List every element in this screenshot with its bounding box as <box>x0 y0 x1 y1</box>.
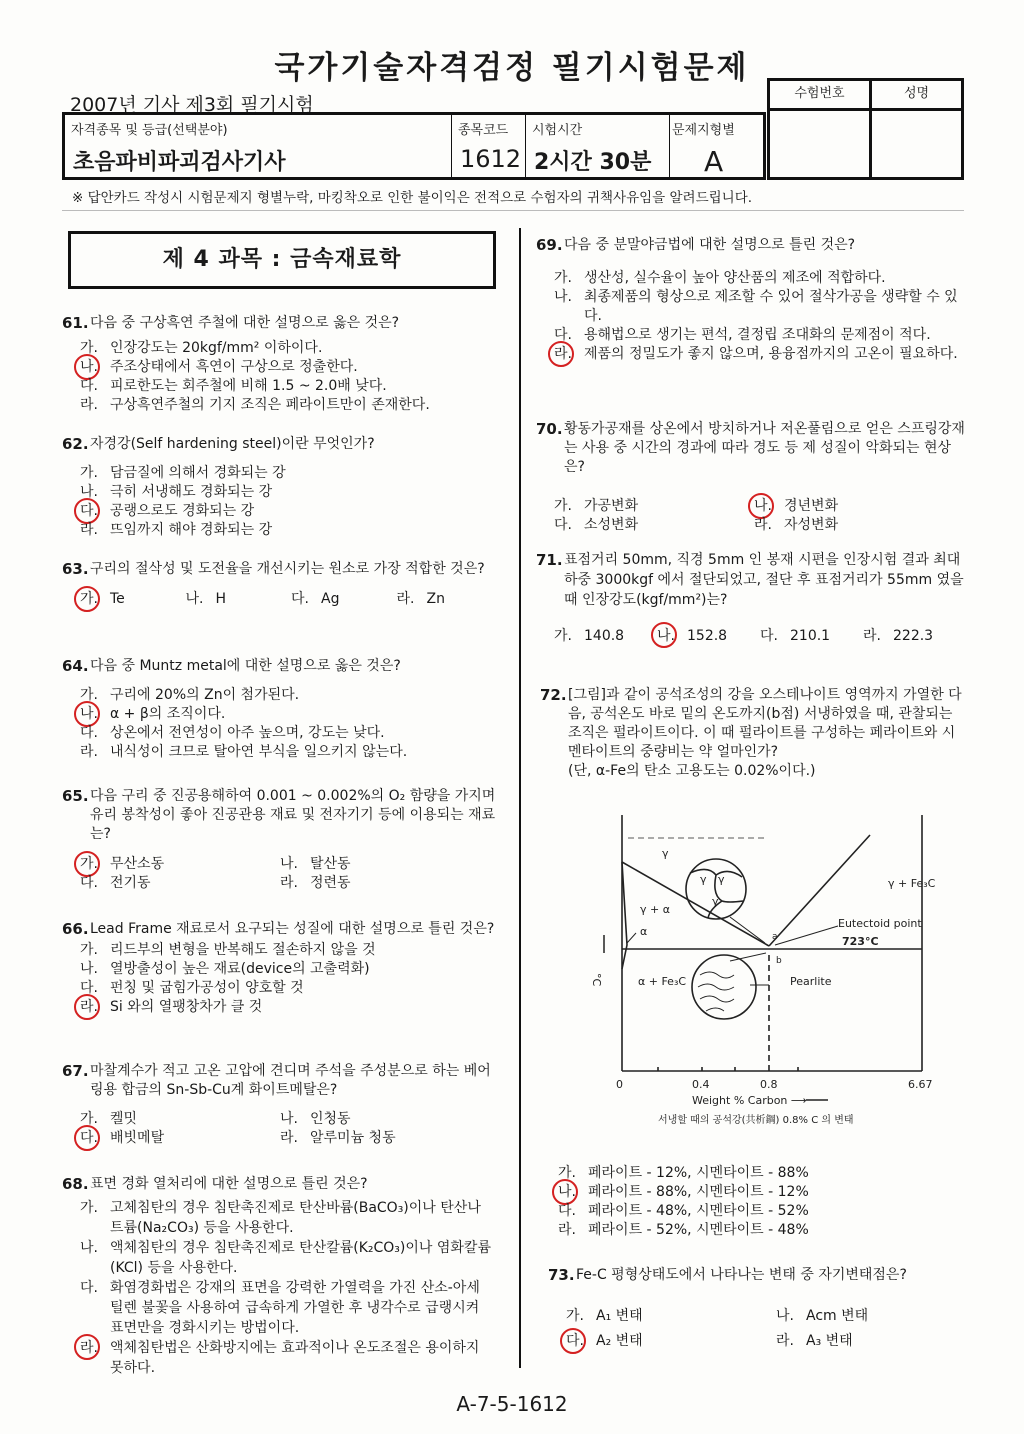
region-alpha: α <box>640 925 648 938</box>
option-ra[interactable] <box>554 345 966 364</box>
name-column <box>872 81 961 177</box>
option-mark: 다. <box>80 378 98 394</box>
option-mark: 다. <box>80 725 98 741</box>
question-text: Fe-C 평형상태도에서 나타나는 변태 중 자기변태점은? <box>576 1267 907 1283</box>
option-mark: 라. <box>80 522 98 538</box>
region-alpha-fe3c: α + Fe₃C <box>638 975 687 988</box>
option-na[interactable] <box>80 358 502 377</box>
option-text: 화염경화법은 강재의 표면을 강력한 가열력을 가진 산소-아세틸렌 불꽃을 사용하여 급속하게 가열한 후 냉각수로 급랭시켜 표면만을 경화시키는 방법이다. <box>110 1280 480 1336</box>
answer-circle-icon: 다. <box>80 1130 98 1146</box>
option-mark: 라. <box>754 517 772 533</box>
option-text: 뜨임까지 해야 경화되는 강 <box>110 522 273 538</box>
option-text: 구상흑연주철의 기지 조직은 페라이트만이 존재한다. <box>110 397 430 413</box>
option-ra[interactable] <box>397 590 503 609</box>
question-64 <box>62 657 502 762</box>
option-text: 자성변화 <box>784 517 839 533</box>
question-72-options <box>540 1164 966 1240</box>
field-label: 문제지형별 <box>672 123 735 138</box>
option-text: 인청동 <box>310 1111 351 1127</box>
option-ga[interactable] <box>554 497 754 516</box>
answer-circle-icon: 다. <box>80 503 98 519</box>
question-number: 64. <box>62 657 89 675</box>
option-text: 구리에 20%의 Zn이 첨가된다. <box>110 687 300 703</box>
option-ga[interactable] <box>558 1164 966 1183</box>
x-tick: 6.67 <box>908 1078 933 1091</box>
option-text: 무산소동 <box>110 856 165 872</box>
field-value: 초음파비파괴검사기사 <box>73 150 286 175</box>
field-code <box>451 115 525 177</box>
question-66 <box>62 920 502 1017</box>
point-b-label: b <box>776 956 782 966</box>
option-ga[interactable] <box>80 464 502 483</box>
question-63 <box>62 560 502 609</box>
option-ga[interactable] <box>566 1307 776 1326</box>
option-mark: 가. <box>554 628 572 644</box>
option-da[interactable] <box>80 979 502 998</box>
field-form-type <box>669 115 766 177</box>
option-text: 제품의 정밀도가 좋지 않으며, 용융점까지의 고온이 필요하다. <box>584 346 958 362</box>
option-text: 210.1 <box>790 628 831 644</box>
question-text: 표면 경화 열처리에 대한 설명으로 틀린 것은? <box>90 1176 368 1192</box>
option-na[interactable] <box>754 497 954 516</box>
question-number: 70. <box>536 420 563 438</box>
question-69 <box>536 236 966 364</box>
exam-number-label: 수험번호 <box>770 81 869 111</box>
eutectoid-label: Eutectoid point <box>838 917 922 930</box>
question-text: 표점거리 50mm, 직경 5mm 인 봉재 시편을 인장시험 결과 최대하중 3000kgf 에서 절단되었고, 절단 후 표점거리가 55mm 였을 때 인장강도(kgf/mm²)는? <box>564 552 964 608</box>
name-label: 성명 <box>872 81 961 111</box>
answer-circle-icon: 나. <box>80 706 98 722</box>
question-62 <box>62 435 502 540</box>
option-mark: 나. <box>185 591 204 607</box>
option-mark: 라. <box>776 1333 794 1349</box>
question-text: [그림]과 같이 공석조성의 강을 오스테나이트 영역까지 가열한 다음, 공석온도 바로 밑의 온도까지(b점) 서냉하였을 때, 관찰되는 조직은 펄라이트이다. 이 때 펄라이트를 구성하는 페라이트와 시멘타이트의 중량비는 약 얼마인가? <box>568 687 962 760</box>
question-65 <box>62 787 502 893</box>
option-ra[interactable] <box>776 1332 976 1351</box>
option-da[interactable] <box>80 1129 280 1148</box>
field-label: 자격종목 및 등급(선택분야) <box>71 123 228 138</box>
option-text: 열방출성이 높은 재료(device의 고출력화) <box>110 961 370 977</box>
question-text: 황동가공재를 상온에서 방치하거나 저온풀림으로 얻은 스프링강재는 사용 중 시간의 경과에 따라 경도 등 제 성질이 악화되는 현상은? <box>564 421 965 475</box>
option-mark: 라. <box>280 875 298 891</box>
subject-heading: 제 4 과목 : 금속재료학 <box>68 231 496 289</box>
option-da[interactable] <box>554 516 754 535</box>
option-ra[interactable] <box>80 521 502 540</box>
option-text: 배빗메탈 <box>110 1130 165 1146</box>
answer-circle-icon: 가. <box>80 856 98 872</box>
option-da[interactable] <box>554 326 966 345</box>
option-da[interactable] <box>566 1332 776 1351</box>
page-code: A-7-5-1612 <box>456 1392 568 1416</box>
question-text: 다음 중 분말야금법에 대한 설명으로 틀린 것은? <box>564 237 856 253</box>
option-text: 펀칭 및 굽힘가공성이 양호할 것 <box>110 980 304 996</box>
question-text: 다음 구리 중 진공용해하여 0.001 ~ 0.002%의 O₂ 함량을 가지며 유리 봉착성이 좋아 진공관용 재료 및 전자기기 등에 이용되는 재료는? <box>90 788 496 842</box>
exam-session: 2007년 기사 제3회 필기시험 <box>70 94 314 116</box>
option-text: 최종제품의 형상으로 제조할 수 있어 절삭가공을 생략할 수 있다. <box>584 289 958 324</box>
option-mark: 라. <box>396 591 415 607</box>
question-73 <box>548 1266 968 1351</box>
option-text: 소성변화 <box>584 517 639 533</box>
question-text: Lead Frame 재료로서 요구되는 성질에 대한 설명으로 틀린 것은? <box>90 921 495 937</box>
option-text: 알루미늄 청동 <box>310 1130 396 1146</box>
option-mark: 가. <box>80 340 98 356</box>
option-mark: 라. <box>80 744 98 760</box>
column-divider <box>519 228 521 1368</box>
document-title: 국가기술자격검정 필기시험문제 <box>274 50 750 86</box>
option-ga[interactable] <box>80 855 280 874</box>
answer-circle-icon: 가. <box>80 591 98 607</box>
option-na[interactable] <box>80 1238 492 1278</box>
option-text: Si 와의 열팽창차가 클 것 <box>110 999 263 1015</box>
option-text: 켈밋 <box>110 1111 138 1127</box>
option-da[interactable] <box>558 1202 966 1221</box>
question-number: 68. <box>62 1175 89 1193</box>
option-text: 인장강도는 20kgf/mm² 이하이다. <box>110 340 323 356</box>
grain-label: γ <box>700 873 707 886</box>
question-text: 다음 중 구상흑연 주철에 대한 설명으로 옳은 것은? <box>90 315 400 331</box>
exam-number-field[interactable] <box>774 111 865 173</box>
question-number: 66. <box>62 920 89 938</box>
option-ra[interactable] <box>754 516 954 535</box>
grain-label: γ <box>718 873 725 886</box>
option-text: Ag <box>321 591 340 607</box>
option-ga[interactable] <box>80 1198 492 1238</box>
option-text: A₂ 변태 <box>596 1333 643 1349</box>
option-text: 담금질에 의해서 경화되는 강 <box>110 465 286 481</box>
option-mark: 가. <box>80 687 98 703</box>
exam-info-table <box>62 112 766 180</box>
x-tick: 0.4 <box>692 1078 710 1091</box>
option-mark: 가. <box>558 1165 576 1181</box>
option-mark: 나. <box>80 484 98 500</box>
question-text: 자경강(Self hardening steel)이란 무엇인가? <box>90 436 375 452</box>
option-text: 상온에서 전연성이 아주 높으며, 강도는 낮다. <box>110 725 385 741</box>
option-text: 극히 서냉해도 경화되는 강 <box>110 484 273 500</box>
answer-circle-icon: 나. <box>80 359 98 375</box>
option-ra[interactable] <box>80 396 502 415</box>
option-mark: 다. <box>291 591 309 607</box>
option-text: 152.8 <box>687 628 728 644</box>
region-gamma-alpha: γ + α <box>640 903 670 916</box>
question-67 <box>62 1062 502 1148</box>
option-text: 페라이트 - 48%, 시멘타이트 - 52% <box>588 1203 809 1219</box>
option-mark: 가. <box>80 465 98 481</box>
answer-circle-icon: 라. <box>80 999 98 1015</box>
option-text: 정련동 <box>310 875 351 891</box>
option-text: 경년변화 <box>784 498 839 514</box>
option-da[interactable] <box>80 724 502 743</box>
option-ga[interactable] <box>554 626 657 646</box>
option-da[interactable] <box>760 626 863 646</box>
region-gamma: γ <box>662 847 669 860</box>
option-text: Zn <box>426 591 445 607</box>
option-da[interactable] <box>80 502 502 521</box>
field-label: 종목코드 <box>458 123 509 138</box>
option-mark: 가. <box>80 942 98 958</box>
option-mark: 가. <box>80 1200 98 1216</box>
option-mark: 나. <box>80 961 98 977</box>
question-61 <box>62 314 502 415</box>
option-text: 생산성, 실수율이 높아 양산품의 제조에 적합하다. <box>584 270 886 286</box>
answer-circle-icon: 라. <box>554 346 572 362</box>
option-text: 내식성이 크므로 탈아연 부식을 일으키지 않는다. <box>110 744 408 760</box>
question-number: 65. <box>62 787 89 805</box>
option-ra[interactable] <box>80 998 502 1017</box>
option-text: 액체침탄의 경우 침탄촉진제로 탄산칼륨(K₂CO₃)이나 염화칼륨(KCl) 등을 사용한다. <box>110 1240 491 1276</box>
option-text: 액체침탄법은 산화방지에는 효과적이나 온도조절은 용이하지 못하다. <box>110 1340 480 1376</box>
candidate-id-box <box>767 78 964 180</box>
option-na[interactable] <box>280 1110 480 1129</box>
option-text: 전기동 <box>110 875 151 891</box>
option-text: 페라이트 - 52%, 시멘타이트 - 48% <box>588 1222 809 1238</box>
option-da[interactable] <box>291 590 397 609</box>
question-68 <box>62 1174 492 1378</box>
option-na[interactable] <box>280 855 480 874</box>
option-mark: 라. <box>80 397 98 413</box>
option-mark: 나. <box>280 1111 298 1127</box>
option-mark: 나. <box>776 1308 794 1324</box>
option-text: 공랭으로도 경화되는 강 <box>110 503 255 519</box>
region-gamma-fe3c: γ + Fe₃C <box>888 877 936 890</box>
field-qualification <box>65 115 451 177</box>
question-number: 71. <box>536 551 563 569</box>
notice-text: ※ 답안카드 작성시 시험문제지 형별누락, 마킹착오로 인한 불이익은 전적으로 수험자의 귀책사유임을 알려드립니다. <box>72 190 753 206</box>
option-text: 222.3 <box>893 628 934 644</box>
x-tick: 0.8 <box>760 1078 778 1091</box>
option-na[interactable] <box>80 960 502 979</box>
option-text: A₃ 변태 <box>806 1333 853 1349</box>
question-text: 마찰계수가 적고 고온 고압에 견디며 주석을 주성분으로 하는 베어링용 합금의 Sn-Sb-Cu계 화이트메탈은? <box>90 1063 491 1098</box>
question-number: 72. <box>540 686 567 704</box>
option-ra[interactable] <box>80 1338 492 1378</box>
question-text: 다음 중 Muntz metal에 대한 설명으로 옳은 것은? <box>90 658 401 674</box>
option-ga[interactable] <box>80 686 502 705</box>
option-ra[interactable] <box>80 743 502 762</box>
option-mark: 다. <box>80 980 98 996</box>
option-ga[interactable] <box>80 941 502 960</box>
option-mark: 다. <box>554 517 572 533</box>
option-mark: 다. <box>558 1203 576 1219</box>
option-mark: 다. <box>80 1280 98 1296</box>
question-number: 61. <box>62 314 89 332</box>
option-mark: 나. <box>554 289 572 305</box>
field-label: 시험시간 <box>532 123 583 138</box>
option-text: Te <box>110 591 125 607</box>
option-na[interactable] <box>558 1183 966 1202</box>
option-ra[interactable] <box>558 1221 966 1240</box>
option-da[interactable] <box>80 1278 492 1338</box>
question-70 <box>536 420 966 535</box>
grain-label: γ <box>712 895 719 908</box>
question-number: 73. <box>548 1266 575 1284</box>
option-mark: 가. <box>554 498 572 514</box>
option-text: H <box>215 591 227 607</box>
y-axis-label: °C <box>590 973 603 987</box>
option-text: 주조상태에서 흑연이 구상으로 정출한다. <box>110 359 358 375</box>
option-text: 피로한도는 회주철에 비해 1.5 ~ 2.0배 낮다. <box>110 378 387 394</box>
field-value: 2시간 30분 <box>534 150 652 175</box>
option-na[interactable] <box>554 288 966 326</box>
option-text: 페라이트 - 88%, 시멘타이트 - 12% <box>588 1184 809 1200</box>
option-na[interactable] <box>186 590 292 609</box>
question-text: 구리의 절삭성 및 도전율을 개선시키는 원소로 가장 적합한 것은? <box>90 561 485 577</box>
question-number: 62. <box>62 435 89 453</box>
question-number: 69. <box>536 236 563 254</box>
header-divider <box>62 210 964 211</box>
x-tick: 0 <box>616 1078 623 1091</box>
option-text: 140.8 <box>584 628 625 644</box>
option-ga[interactable] <box>80 339 502 358</box>
option-ra[interactable] <box>280 1129 480 1148</box>
option-text: α + β의 조직이다. <box>110 706 226 722</box>
option-text: 가공변화 <box>584 498 639 514</box>
point-a-label: a <box>772 932 778 942</box>
answer-circle-icon: 나. <box>657 628 675 644</box>
figure-caption: 서냉할 때의 공석강(共析鋼) 0.8% C 의 변태 <box>658 1115 854 1126</box>
option-mark: 라. <box>558 1222 576 1238</box>
option-mark: 다. <box>80 875 98 891</box>
option-text: Acm 변태 <box>806 1308 869 1324</box>
answer-circle-icon: 나. <box>558 1184 576 1200</box>
option-mark: 라. <box>863 628 881 644</box>
option-mark: 나. <box>80 1240 98 1256</box>
field-value: A <box>704 145 724 178</box>
option-mark: 가. <box>566 1308 584 1324</box>
option-ra[interactable] <box>863 626 966 646</box>
option-mark: 가. <box>554 270 572 286</box>
name-field[interactable] <box>876 111 957 173</box>
option-mark: 다. <box>554 327 572 343</box>
option-mark: 나. <box>280 856 298 872</box>
option-da[interactable] <box>80 377 502 396</box>
question-note: (단, α-Fe의 탄소 고용도는 0.02%이다.) <box>568 763 816 779</box>
question-72 <box>540 686 966 781</box>
pearlite-label: Pearlite <box>790 975 832 988</box>
answer-circle-icon: 라. <box>80 1340 98 1356</box>
option-mark: 다. <box>760 628 778 644</box>
x-axis-label: Weight % Carbon ⟶ <box>692 1094 807 1107</box>
field-duration <box>525 115 669 177</box>
option-text: 탈산동 <box>310 856 351 872</box>
exam-number-column <box>770 81 872 177</box>
option-da[interactable] <box>80 874 280 893</box>
field-value: 1612 <box>460 145 522 173</box>
answer-circle-icon: 다. <box>566 1333 584 1349</box>
option-ga[interactable] <box>554 269 966 288</box>
option-na[interactable] <box>776 1307 976 1326</box>
option-text: 페라이트 - 12%, 시멘타이트 - 88% <box>588 1165 809 1181</box>
question-number: 63. <box>62 560 89 578</box>
option-na[interactable] <box>657 626 760 646</box>
option-ga[interactable] <box>80 590 186 609</box>
option-na[interactable] <box>80 705 502 724</box>
question-71 <box>536 550 966 646</box>
option-text: 용해법으로 생기는 편석, 결정립 조대화의 문제점이 적다. <box>584 327 931 343</box>
option-mark: 가. <box>80 1111 98 1127</box>
answer-circle-icon: 나. <box>754 498 772 514</box>
option-ga[interactable] <box>80 1110 280 1129</box>
option-text: A₁ 변태 <box>596 1308 643 1324</box>
temperature-label: 723°C <box>842 935 879 948</box>
fe-c-phase-diagram <box>560 805 960 1135</box>
option-text: 리드부의 변형을 반복해도 절손하지 않을 것 <box>110 942 376 958</box>
option-text: 고체침탄의 경우 침탄촉진제로 탄산바륨(BaCO₃)이나 탄산나트륨(Na₂CO₃) 등을 사용한다. <box>110 1200 481 1236</box>
option-mark: 라. <box>280 1130 298 1146</box>
option-ra[interactable] <box>280 874 480 893</box>
option-na[interactable] <box>80 483 502 502</box>
question-number: 67. <box>62 1062 89 1080</box>
